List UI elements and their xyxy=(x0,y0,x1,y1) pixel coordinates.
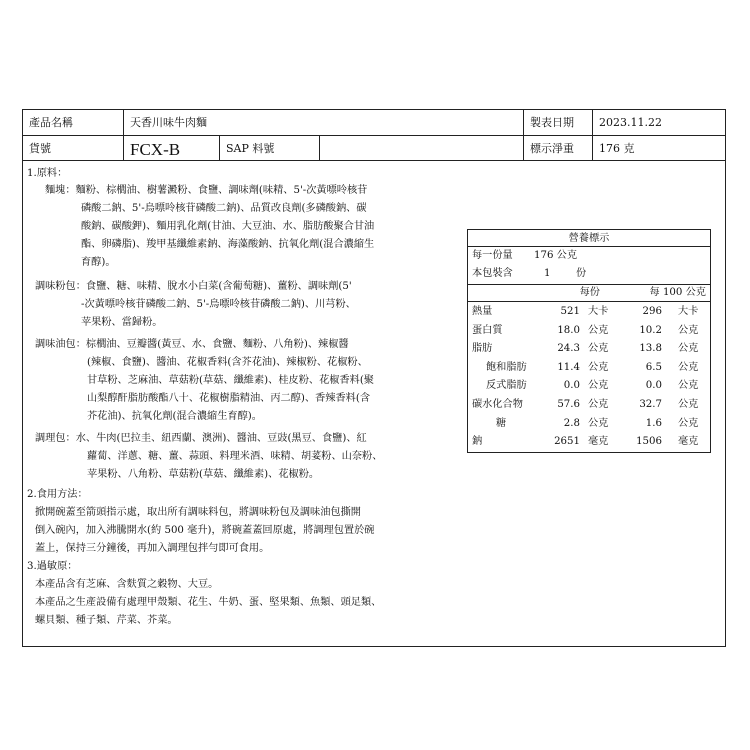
header-row-1 xyxy=(23,110,725,136)
nutrient-value-per-100g: 6.5 xyxy=(645,361,662,373)
nutrient-unit: 大卡 xyxy=(678,306,699,317)
servings-label: 本包裝含 xyxy=(472,268,513,279)
divider xyxy=(468,246,710,247)
allergen-line: 本產品含有芝麻、含麩質之穀物、大豆。 xyxy=(35,579,219,590)
nutrition-table xyxy=(467,229,711,453)
item-no-value: FCX-B xyxy=(124,136,220,160)
nutrient-value-per-serving: 2.8 xyxy=(563,417,580,429)
nutrient-value-per-100g: 13.8 xyxy=(639,343,662,355)
ingredient-line: 苹果粉、八角粉、草菇粉(草菇、纖維素)、花椒粉。 xyxy=(87,469,320,480)
product-name: 天香川味牛肉麵 xyxy=(124,110,524,135)
ingredient-line: 蘿蔔、洋蔥、糖、薑、蒜頭、料理米酒、味精、胡荽粉、山奈粉、 xyxy=(87,451,383,462)
nutrient-name: 碳水化合物 xyxy=(472,399,523,410)
serving-size-label: 每一份量 xyxy=(472,250,513,261)
nutrient-unit: 公克 xyxy=(588,399,609,410)
serving-size-value: 176 公克 xyxy=(534,250,578,261)
nutrient-unit: 公克 xyxy=(678,324,699,336)
nutrient-unit: 公克 xyxy=(678,417,699,429)
servings-unit: 份 xyxy=(576,268,587,279)
spec-sheet xyxy=(22,109,726,647)
usage-title: 2.食用方法： xyxy=(27,489,88,500)
nutrient-unit: 公克 xyxy=(588,417,609,429)
nutrient-name: 反式脂肪 xyxy=(486,380,527,392)
net-weight-value: 176 克 xyxy=(599,142,635,155)
date-label: 製表日期 xyxy=(524,110,593,135)
nutrient-value-per-serving: 24.3 xyxy=(557,343,580,355)
nutrient-value-per-serving: 18.0 xyxy=(557,324,580,336)
ingredient-line: (辣椒、食鹽)、醬油、花椒香料(含芥花油)、辣椒粉、花椒粉、 xyxy=(87,357,368,368)
ingredient-line: 甘草粉、芝麻油、草菇粉(草菇、纖維素)、桂皮粉、花椒香料(聚 xyxy=(87,375,374,386)
ingredient-line: 麵塊：麵粉、棕櫚油、樹薯澱粉、食鹽、調味劑(味精、5'-次黃嘌呤核苷 xyxy=(45,185,368,196)
nutrient-value-per-serving: 0.0 xyxy=(563,380,580,392)
ingredient-line: 磷酸二鈉、5'-烏嘌呤核苷磷酸二鈉)、品質改良劑(多磷酸鈉、碳 xyxy=(81,203,367,214)
sap-label: SAP 料號 xyxy=(220,136,320,160)
nutrient-unit: 大卡 xyxy=(588,306,609,317)
net-weight-label: 標示淨重 xyxy=(524,136,593,160)
ingredient-line: 調味油包：棕櫚油、豆瓣醬(黃豆、水、食鹽、麵粉、八角粉)、辣椒醬 xyxy=(35,339,349,350)
nutrient-value-per-100g: 1.6 xyxy=(645,417,662,429)
ingredient-line: 芥花油)、抗氧化劑(混合濃縮生育醇)。 xyxy=(87,411,262,422)
nutrient-unit: 公克 xyxy=(588,380,609,392)
product-name-label: 產品名稱 xyxy=(23,110,124,135)
nutrient-name: 飽和脂肪 xyxy=(486,361,527,373)
nutrient-name: 熱量 xyxy=(472,306,493,317)
nutrient-unit: 公克 xyxy=(588,361,609,373)
allergen-title: 3.過敏原： xyxy=(27,561,78,572)
ingredient-line: 酯、卵磷脂)、羧甲基纖維素鈉、海藻酸鈉、抗氧化劑(混合濃縮生 xyxy=(81,239,375,250)
ingredients-title: 1.原料： xyxy=(27,168,68,179)
nutrient-value-per-serving: 2651 xyxy=(554,436,580,448)
nutrient-value-per-serving: 521 xyxy=(560,306,580,317)
spec-body xyxy=(23,161,725,646)
nutrient-name: 糖 xyxy=(496,417,507,429)
nutrient-value-per-100g: 10.2 xyxy=(639,324,662,336)
nutrient-value-per-100g: 32.7 xyxy=(639,399,662,410)
nutrient-value-per-100g: 296 xyxy=(642,306,662,317)
nutrient-value-per-serving: 11.4 xyxy=(557,361,580,373)
servings-value: 1 xyxy=(544,268,551,279)
nutrient-unit: 公克 xyxy=(588,324,609,336)
nutrient-unit: 公克 xyxy=(678,399,699,410)
nutrient-unit: 毫克 xyxy=(678,436,699,448)
ingredient-line: 山梨醇酐脂肪酸酯八十、花椒樹脂精油、丙二醇)、香辣香料(含 xyxy=(87,393,371,404)
nutrient-name: 脂肪 xyxy=(472,343,493,355)
nutrient-unit: 公克 xyxy=(678,361,699,373)
sap-value xyxy=(320,136,524,160)
nutrient-value-per-serving: 57.6 xyxy=(557,399,580,410)
nutrient-unit: 公克 xyxy=(678,343,699,355)
usage-line: 倒入碗內，加入沸騰開水(約 500 毫升)，將碗蓋蓋回原處，將調理包置於碗 xyxy=(35,525,375,536)
nutrient-unit: 公克 xyxy=(588,343,609,355)
item-no-label: 貨號 xyxy=(23,136,124,160)
ingredient-line: 調理包：水、牛肉(巴拉圭、紐西蘭、澳洲)、醬油、豆豉(黑豆、食鹽)、紅 xyxy=(35,433,367,444)
ingredient-line: 酸鈉、碳酸鉀)、麵用乳化劑(甘油、大豆油、水、脂肪酸聚合甘油 xyxy=(81,221,375,232)
nutrition-title: 營養標示 xyxy=(568,233,610,244)
ingredient-line: 調味粉包：食鹽、糖、味精、脫水小白菜(含葡萄糖)、薑粉、調味劑(5' xyxy=(35,281,352,292)
allergen-line: 螺貝類、種子類、芹菜、芥菜。 xyxy=(35,615,178,626)
col-per-serving: 每份 xyxy=(579,287,600,298)
nutrient-unit: 公克 xyxy=(678,380,699,392)
ingredient-line: 苹果粉、當歸粉。 xyxy=(81,317,163,328)
nutrient-unit: 毫克 xyxy=(588,436,609,448)
usage-line: 蓋上，保持三分鐘後，再加入調理包拌勻即可食用。 xyxy=(35,543,270,554)
allergen-line: 本產品之生產設備有處理甲殼類、花生、牛奶、蛋、堅果類、魚類、頭足類、 xyxy=(35,597,382,608)
divider xyxy=(468,301,710,302)
usage-line: 掀開碗蓋至箭頭指示處，取出所有調味料包，將調味粉包及調味油包撕開 xyxy=(35,507,361,518)
nutrient-name: 鈉 xyxy=(472,436,483,448)
header-row-2 xyxy=(23,136,725,161)
nutrient-name: 蛋白質 xyxy=(472,324,503,336)
ingredient-line: 育醇)。 xyxy=(81,257,116,268)
date-value: 2023.11.22 xyxy=(599,116,662,129)
ingredient-line: -次黃嘌呤核苷磷酸二鈉、5'-烏嘌呤核苷磷酸二鈉)、川芎粉、 xyxy=(81,299,356,310)
nutrient-value-per-100g: 1506 xyxy=(636,436,662,448)
col-per-100g: 每 100 公克 xyxy=(649,287,706,298)
nutrient-value-per-100g: 0.0 xyxy=(645,380,662,392)
